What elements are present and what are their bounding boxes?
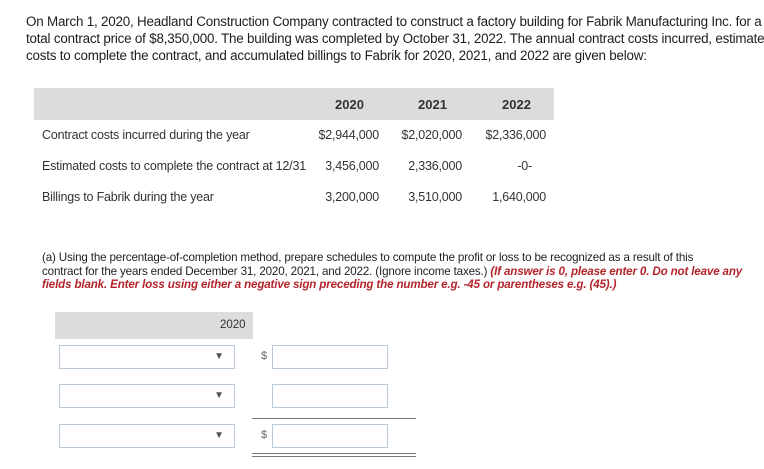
schedule-2020: [55, 312, 415, 469]
question-part-a: [42, 251, 743, 292]
cell-2021: 2,336,000: [408, 159, 462, 173]
answer-hint: (If answer is 0, please enter 0. Do not leave any: [490, 264, 743, 278]
chevron-down-icon: ▼: [214, 351, 224, 362]
chevron-down-icon: ▼: [214, 430, 224, 441]
header-2021: 2021: [418, 97, 447, 112]
dollar-sign: $: [261, 429, 268, 441]
cell-2020: 3,200,000: [325, 190, 379, 204]
row-label: Contract costs incurred during the year: [42, 128, 250, 142]
amount-input[interactable]: [272, 345, 388, 369]
dollar-sign: $: [261, 350, 268, 362]
table-row: [34, 182, 554, 213]
cell-2022: -0-: [517, 159, 532, 173]
subtotal-rule: [252, 418, 416, 419]
intro-line-2: total contract price of $8,350,000. The building was completed by October 31, 2022. The annual contract costs incurred, estimate: [26, 31, 764, 46]
schedule-year: 2020: [220, 319, 246, 331]
cell-2020: 3,456,000: [325, 159, 379, 173]
line-item-dropdown[interactable]: [59, 384, 235, 408]
table-header: [34, 88, 554, 120]
amount-input[interactable]: [272, 424, 388, 448]
intro-line-3: costs to complete the contract, and accumulated billings to Fabrik for 2020, 2021, and 2022 are given below:: [26, 48, 647, 63]
answer-hint-continued: fields blank. Enter loss using either a negative sign preceding the number e.g. -45 or parentheses e.g. (45).): [42, 278, 617, 291]
question-line-1: (a) Using the percentage-of-completion method, prepare schedules to compute the profit or loss to be recognized as a result of this: [42, 251, 694, 264]
intro-line-1: On March 1, 2020, Headland Construction Company contracted to construct a factory building for Fabrik Manufacturing Inc. for a: [26, 14, 762, 29]
contract-data-table: [34, 88, 554, 213]
table-row: [34, 120, 554, 151]
question-line-2: [42, 264, 743, 279]
chevron-down-icon: ▼: [214, 390, 224, 401]
cell-2021: $2,020,000: [401, 128, 462, 142]
cell-2022: $2,336,000: [485, 128, 546, 142]
line-item-dropdown[interactable]: [59, 424, 235, 448]
header-2020: 2020: [335, 97, 364, 112]
header-2022: 2022: [502, 97, 531, 112]
total-rule: [252, 453, 416, 454]
cell-2021: 3,510,000: [408, 190, 462, 204]
row-label: Estimated costs to complete the contract at 12/31: [42, 159, 306, 173]
amount-input[interactable]: [272, 384, 388, 408]
cell-2020: $2,944,000: [318, 128, 379, 142]
schedule-header: [55, 312, 253, 339]
table-row: [34, 151, 554, 182]
problem-intro: [26, 13, 764, 64]
line-item-dropdown[interactable]: [59, 345, 235, 369]
question-text: contract for the years ended December 31, 2020, 2021, and 2022. (Ignore income taxes.): [42, 264, 491, 278]
cell-2022: 1,640,000: [492, 190, 546, 204]
total-rule-double: [252, 456, 416, 457]
row-label: Billings to Fabrik during the year: [42, 190, 214, 204]
